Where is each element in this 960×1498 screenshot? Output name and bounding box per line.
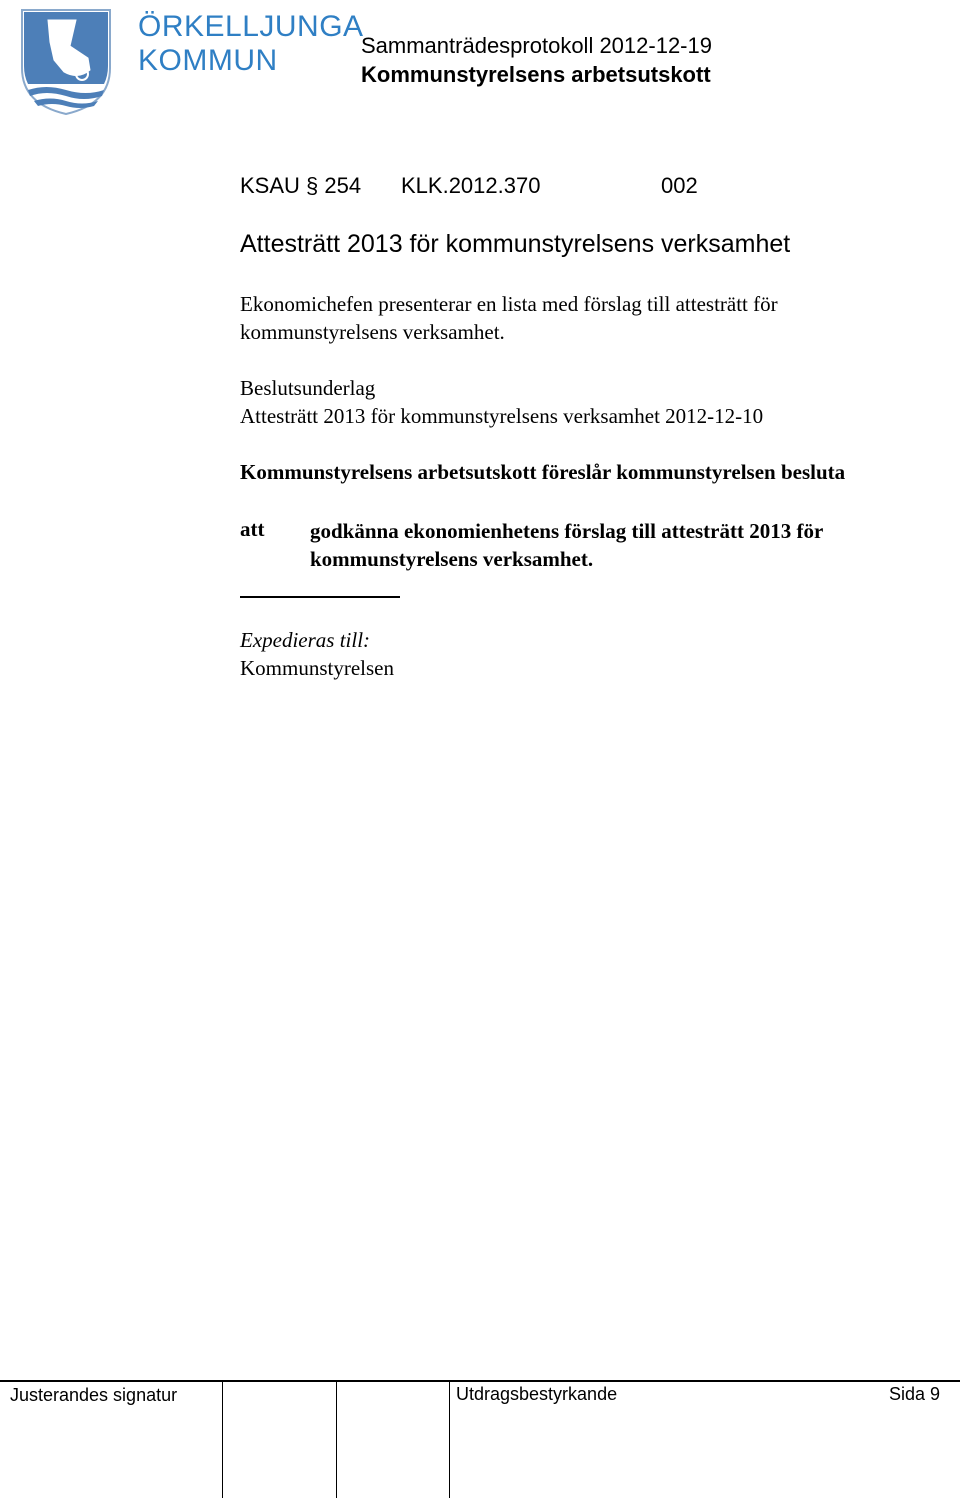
footer-border <box>0 1380 960 1382</box>
signature-label: Justerandes signatur <box>10 1385 178 1405</box>
committee-name: Kommunstyrelsens arbetsutskott <box>361 62 711 87</box>
basis-heading: Beslutsunderlag <box>240 376 376 400</box>
sent-to-recipient: Kommunstyrelsen <box>240 656 394 680</box>
extract-label: Utdragsbestyrkande <box>456 1384 618 1404</box>
intro-paragraph: Ekonomichefen presenterar en lista med förslag till attesträtt för kommunstyrelsens verksamhet. <box>240 292 778 344</box>
section-divider <box>240 596 400 598</box>
logo-line-1: ÖRKELLJUNGA <box>138 10 364 43</box>
footer-divider <box>222 1380 223 1498</box>
page-number: Sida 9 <box>889 1384 941 1404</box>
logo-line-2: KOMMUN <box>138 44 278 77</box>
proposal-text: Kommunstyrelsens arbetsutskott föreslår kommunstyrelsen besluta <box>240 460 846 484</box>
classification-code: 002 <box>661 173 698 198</box>
basis-document: Attesträtt 2013 för kommunstyrelsens verksamhet 2012-12-10 <box>240 404 764 428</box>
coat-of-arms-icon <box>18 6 118 116</box>
item-title: Attesträtt 2013 för kommunstyrelsens verksamhet <box>240 230 791 258</box>
decision-text: godkänna ekonomienhetens förslag till attesträtt 2013 för kommunstyrelsens verksamhet. <box>310 519 823 571</box>
sent-to-label: Expedieras till: <box>240 628 371 652</box>
decision-prefix: att <box>240 517 265 541</box>
footer-divider <box>336 1380 337 1498</box>
footer-divider <box>449 1380 450 1498</box>
protocol-title: Sammanträdesprotokoll 2012-12-19 <box>361 33 712 58</box>
paragraph-number: KSAU § 254 <box>240 173 362 198</box>
case-number: KLK.2012.370 <box>401 173 541 198</box>
municipality-logo <box>18 6 364 116</box>
